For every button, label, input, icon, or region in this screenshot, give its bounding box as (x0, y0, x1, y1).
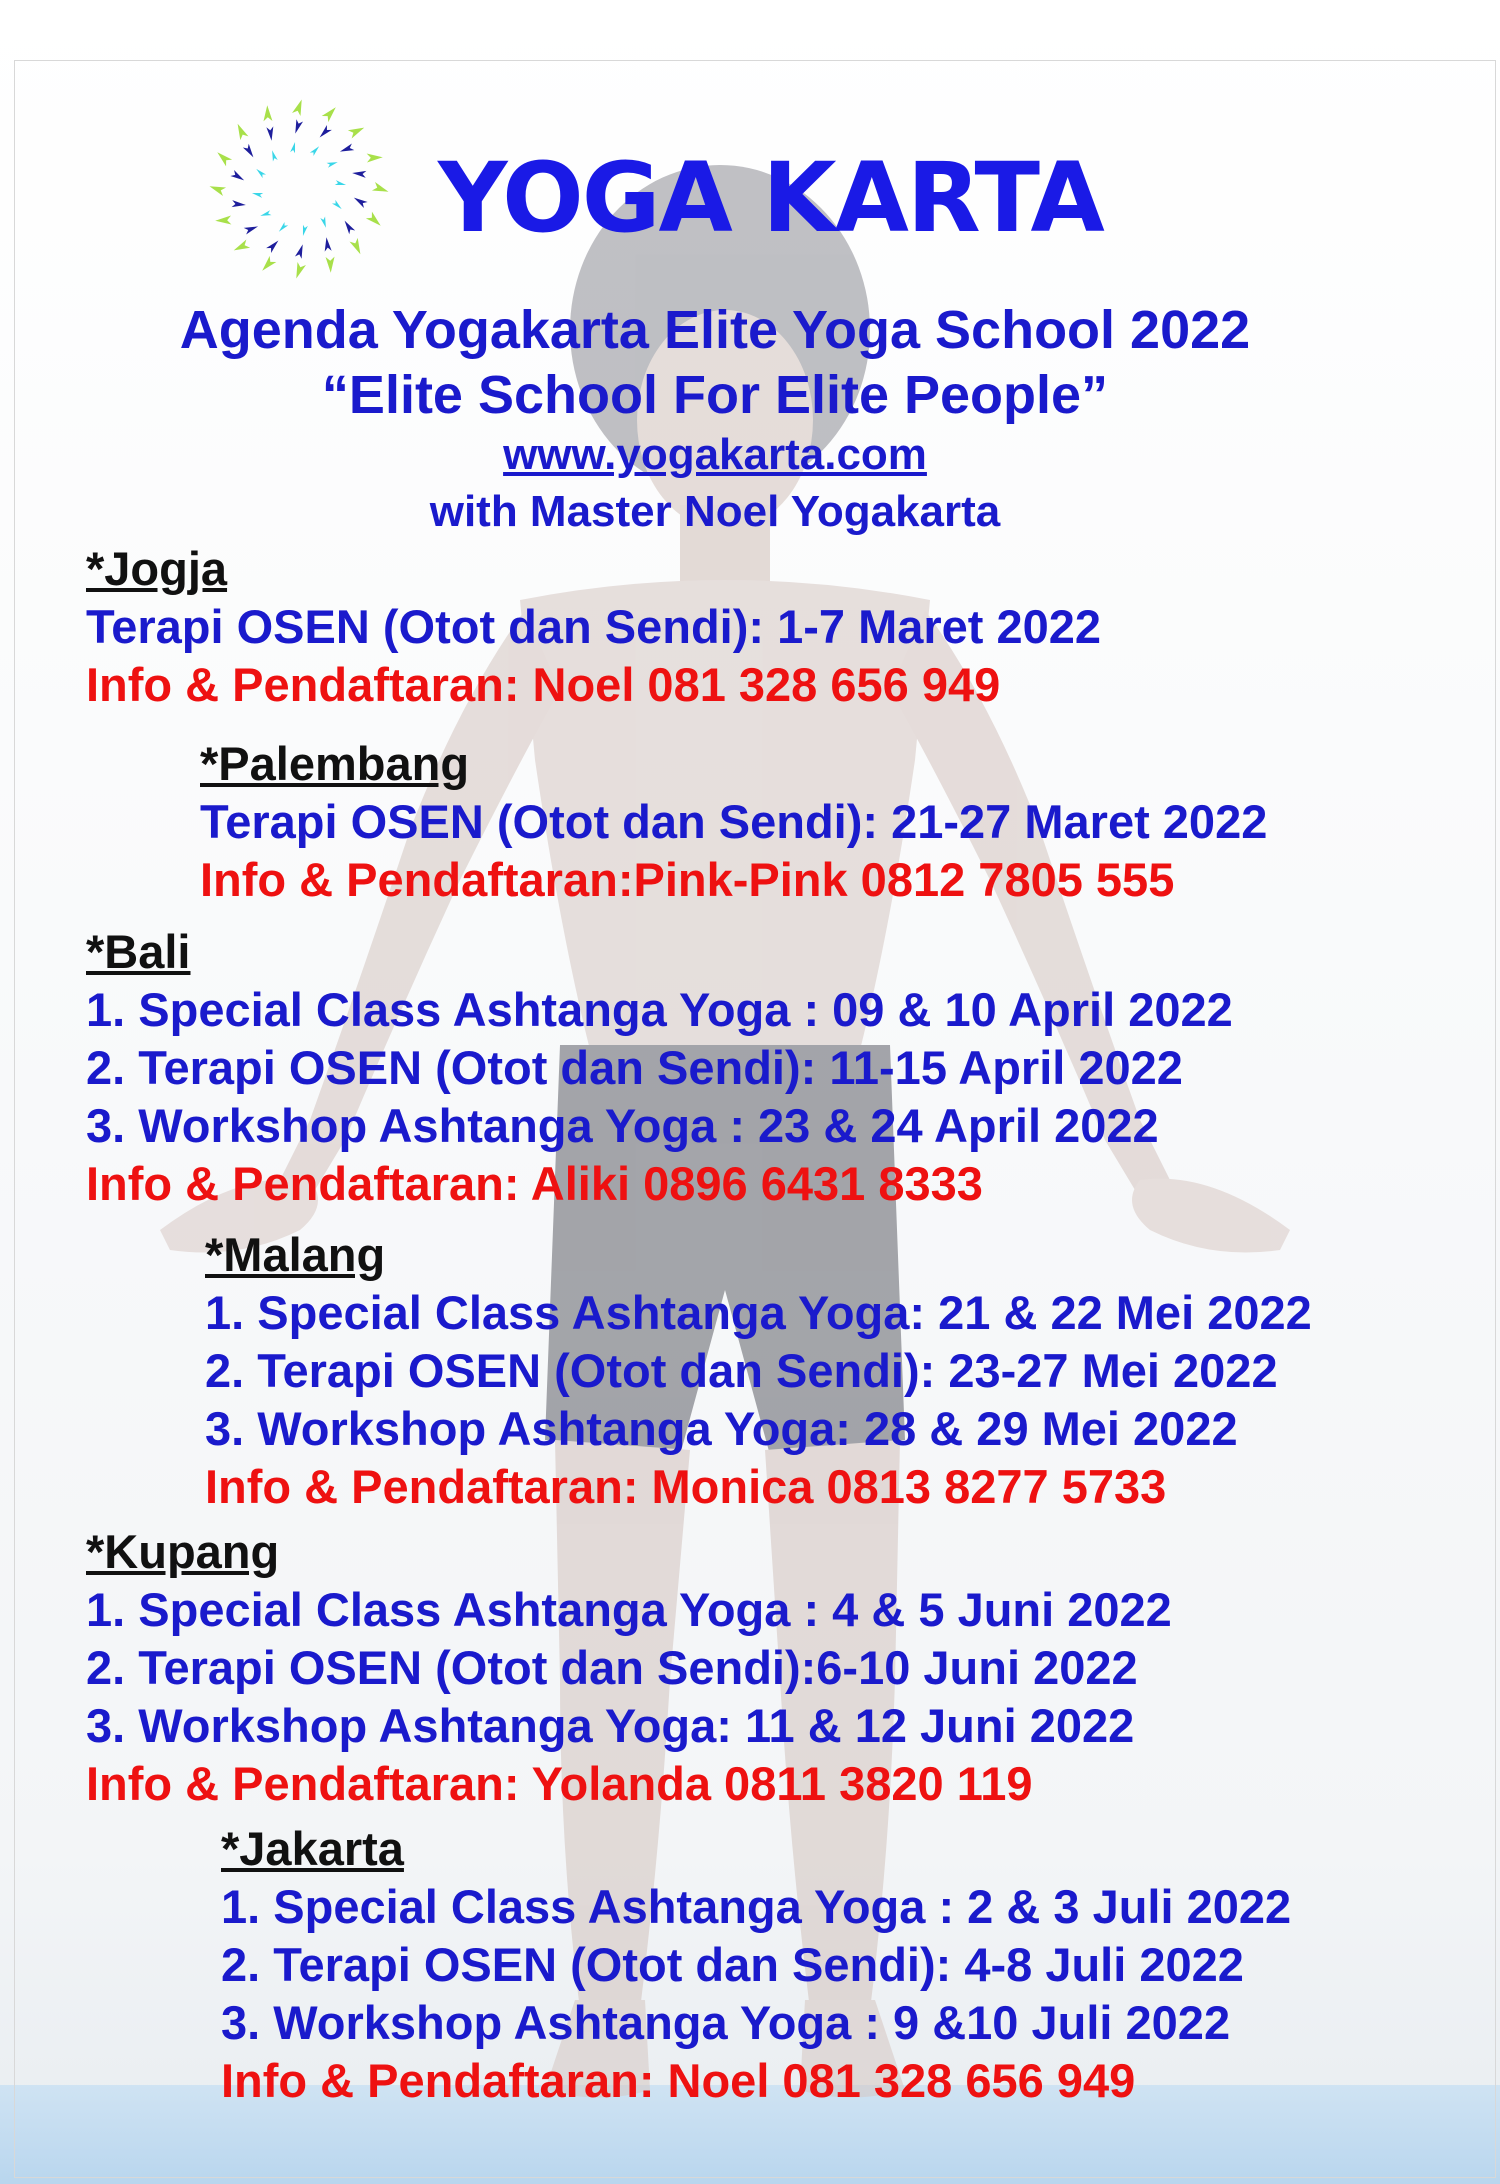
logo-mark (352, 170, 367, 178)
city-section-palembang (200, 735, 1267, 909)
registration-info: Info & Pendaftaran: Monica 0813 8277 5733 (205, 1460, 1167, 1513)
logo-mark (323, 237, 332, 252)
logo-mark (290, 141, 297, 153)
schedule-item: 2. Terapi OSEN (Otot dan Sendi): 4-8 Juli 2022 (221, 1938, 1244, 1991)
logo-mark (310, 145, 321, 156)
logo-mark (270, 150, 278, 162)
logo-mark (366, 212, 384, 229)
schedule-item: 1. Special Class Ashtanga Yoga : 09 & 10 April 2022 (86, 983, 1233, 1036)
sun-ring-icon (204, 94, 394, 284)
logo-mark (292, 98, 306, 116)
logo-mark (339, 144, 355, 155)
logo-mark (372, 182, 390, 196)
registration-info: Info & Pendaftaran: Yolanda 0811 3820 119 (86, 1757, 1033, 1810)
logo-mark (292, 262, 306, 280)
logo-mark (277, 222, 288, 233)
logo-mark (259, 256, 276, 274)
logo-mark (260, 210, 272, 218)
logo-mark (214, 149, 232, 166)
city-name: *Jogja (86, 542, 228, 595)
city-name: *Palembang (200, 737, 470, 790)
logo-mark (266, 238, 281, 253)
logo-mark (243, 144, 256, 160)
logo-mark (292, 119, 303, 135)
city-section-malang (205, 1226, 1312, 1516)
logo-mark (342, 219, 355, 235)
city-name: *Kupang (86, 1525, 280, 1578)
website-link[interactable]: www.yogakarta.com (503, 430, 927, 479)
schedule-item: 1. Special Class Ashtanga Yoga: 21 & 22 Mei 2022 (205, 1286, 1312, 1339)
logo-mark (244, 223, 260, 234)
logo-mark (255, 167, 266, 178)
city-section-jogja (86, 540, 1101, 714)
schedule-item: Terapi OSEN (Otot dan Sendi): 1-7 Maret 2022 (86, 600, 1102, 653)
logo-mark (301, 225, 308, 237)
logo-mark (335, 180, 347, 187)
schedule-item: 1. Special Class Ashtanga Yoga : 2 & 3 Juli 2022 (221, 1880, 1292, 1933)
logo-mark (232, 240, 250, 255)
schedule-item: 3. Workshop Ashtanga Yoga : 9 &10 Juli 2022 (221, 1996, 1231, 2049)
registration-info: Info & Pendaftaran: Noel 081 328 656 949 (86, 658, 1001, 711)
logo-mark (215, 216, 231, 226)
schedule-item: 1. Special Class Ashtanga Yoga : 4 & 5 Juni 2022 (86, 1583, 1172, 1636)
logo-mark (208, 182, 226, 196)
city-name: *Malang (205, 1228, 386, 1281)
city-section-bali (86, 923, 1233, 1213)
schedule-item: 3. Workshop Ashtanga Yoga: 28 & 29 Mei 2022 (205, 1402, 1238, 1455)
logo-mark (234, 122, 249, 140)
registration-info: Info & Pendaftaran: Aliki 0896 6431 8333 (86, 1157, 983, 1210)
logo-mark (251, 191, 263, 198)
registration-info: Info & Pendaftaran:Pink-Pink 0812 7805 555 (200, 853, 1175, 906)
logo-mark (348, 124, 366, 139)
brand-name: YOGA KARTA (438, 142, 1103, 254)
schedule-item: 3. Workshop Ashtanga Yoga: 11 & 12 Juni 2022 (86, 1699, 1135, 1752)
logo-mark (320, 217, 328, 229)
schedule-item: 2. Terapi OSEN (Otot dan Sendi): 11-15 April 2022 (86, 1041, 1183, 1094)
city-name: *Bali (86, 925, 191, 978)
logo-mark (263, 105, 273, 121)
logo-mark (232, 200, 247, 208)
agenda-title: Agenda Yogakarta Elite Yoga School 2022 (179, 300, 1251, 360)
logo-mark (230, 170, 246, 183)
registration-info: Info & Pendaftaran: Noel 081 328 656 949 (221, 2054, 1136, 2107)
master-line: with Master Noel Yogakarta (429, 487, 1001, 536)
logo-mark (295, 243, 306, 259)
logo-mark (327, 160, 339, 168)
logo-mark (367, 153, 383, 163)
schedule-item: 2. Terapi OSEN (Otot dan Sendi):6-10 Juni 2022 (86, 1641, 1138, 1694)
logo-mark (350, 238, 365, 256)
slogan: “Elite School For Elite People” (321, 365, 1109, 425)
logo-mark (352, 195, 368, 208)
logo-mark (322, 104, 339, 122)
schedule-item: Terapi OSEN (Otot dan Sendi): 21-27 Maret 2022 (200, 795, 1268, 848)
logo-mark (266, 126, 275, 141)
schedule-item: 3. Workshop Ashtanga Yoga : 23 & 24 April 2022 (86, 1099, 1159, 1152)
city-section-kupang (86, 1523, 1172, 1813)
city-name: *Jakarta (221, 1822, 404, 1875)
logo-mark (317, 125, 332, 140)
logo-mark (326, 257, 336, 273)
city-section-jakarta (221, 1820, 1291, 2110)
schedule-item: 2. Terapi OSEN (Otot dan Sendi): 23-27 Mei 2022 (205, 1344, 1278, 1397)
logo-mark (332, 200, 343, 211)
